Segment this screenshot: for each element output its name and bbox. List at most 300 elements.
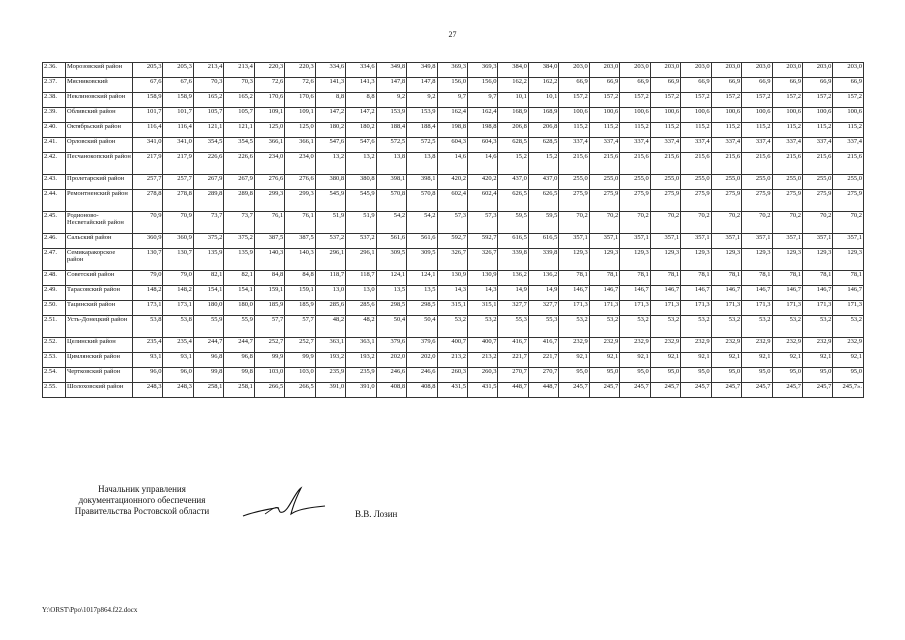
signer-name: В.В. Лозин [355,509,398,519]
value-cell: 173,1 [133,301,163,316]
value-cell: 70,2 [589,212,619,234]
signer-title-line3: Правительства Ростовской области [74,506,210,516]
value-cell: 10,1 [528,93,558,108]
value-cell: 309,5 [376,249,406,271]
value-cell: 121,1 [224,123,254,138]
value-cell: 73,7 [193,212,223,234]
value-cell: 129,3 [681,249,711,271]
value-cell: 270,7 [528,368,558,383]
value-cell: 604,3 [467,138,497,153]
value-cell: 13,5 [407,286,437,301]
value-cell: 100,6 [833,108,864,123]
value-cell: 99,9 [254,353,284,368]
value-cell: 232,9 [742,338,772,353]
value-cell: 66,9 [620,78,650,93]
value-cell: 387,5 [285,234,315,249]
value-cell: 99,8 [224,368,254,383]
value-cell: 337,4 [711,138,741,153]
district-name: Шолоховский район [66,383,133,398]
value-cell: 136,2 [528,271,558,286]
table-row [43,123,864,138]
value-cell: 70,9 [133,212,163,234]
value-cell: 173,1 [163,301,193,316]
value-cell: 215,6 [772,153,802,175]
value-cell: 193,2 [346,353,376,368]
value-cell: 258,1 [193,383,223,398]
value-cell: 95,0 [589,368,619,383]
district-name: Пролетарский район [66,175,133,190]
value-cell: 73,7 [224,212,254,234]
table-row [43,78,864,93]
value-cell: 339,8 [528,249,558,271]
value-cell: 55,9 [193,316,223,338]
district-name: Орловский район [66,138,133,153]
value-cell: 267,9 [193,175,223,190]
value-cell: 95,0 [772,368,802,383]
value-cell: 66,9 [711,78,741,93]
value-cell: 147,2 [346,108,376,123]
value-cell: 232,9 [833,338,864,353]
value-cell: 14,3 [467,286,497,301]
table-row [43,108,864,123]
value-cell: 100,6 [650,108,680,123]
value-cell: 165,2 [193,93,223,108]
value-cell: 70,2 [772,212,802,234]
value-cell: 153,9 [376,108,406,123]
value-cell: 255,0 [802,175,832,190]
value-cell: 545,9 [346,190,376,212]
value-cell: 141,3 [315,78,345,93]
table-row [43,353,864,368]
value-cell: 53,2 [681,316,711,338]
value-cell: 14,9 [528,286,558,301]
value-cell: 70,3 [224,78,254,93]
handwritten-signature [235,484,330,524]
value-cell: 159,1 [285,286,315,301]
value-cell: 275,9 [833,190,864,212]
value-cell: 400,7 [437,338,467,353]
value-cell: 326,7 [437,249,467,271]
value-cell: 185,9 [285,301,315,316]
value-cell: 157,2 [681,93,711,108]
value-cell: 220,3 [254,63,284,78]
value-cell: 448,7 [528,383,558,398]
value-cell: 54,2 [407,212,437,234]
value-cell: 255,0 [559,175,589,190]
value-cell: 162,4 [437,108,467,123]
district-name: Тарасовский район [66,286,133,301]
value-cell: 245,7 [620,383,650,398]
value-cell: 129,3 [559,249,589,271]
value-cell: 337,4 [620,138,650,153]
row-number: 2.38. [43,93,66,108]
value-cell: 53,2 [650,316,680,338]
value-cell: 92,1 [772,353,802,368]
value-cell: 59,5 [498,212,528,234]
value-cell: 13,8 [376,153,406,175]
value-cell: 157,2 [833,93,864,108]
signer-title-line2: документационного обеспечения [78,495,206,505]
value-cell: 125,0 [285,123,315,138]
value-cell: 54,2 [376,212,406,234]
value-cell: 121,1 [193,123,223,138]
value-cell: 15,2 [498,153,528,175]
value-cell: 357,1 [772,234,802,249]
value-cell: 275,9 [559,190,589,212]
value-cell: 53,2 [833,316,864,338]
value-cell: 125,0 [254,123,284,138]
row-number: 2.50. [43,301,66,316]
value-cell: 146,7 [559,286,589,301]
value-cell: 13,0 [346,286,376,301]
value-cell: 157,2 [772,93,802,108]
value-cell: 70,2 [802,212,832,234]
value-cell: 96,0 [163,368,193,383]
value-cell: 257,7 [133,175,163,190]
value-cell: 232,9 [589,338,619,353]
value-cell: 561,6 [407,234,437,249]
value-cell: 53,2 [802,316,832,338]
value-cell: 298,5 [376,301,406,316]
value-cell: 10,1 [498,93,528,108]
value-cell: 369,3 [467,63,497,78]
value-cell: 130,7 [163,249,193,271]
value-cell: 299,3 [254,190,284,212]
value-cell: 130,9 [467,271,497,286]
row-number: 2.42. [43,153,66,175]
value-cell: 296,1 [315,249,345,271]
row-number: 2.55. [43,383,66,398]
district-name: Чертковский район [66,368,133,383]
value-cell: 171,3 [802,301,832,316]
value-cell: 244,7 [193,338,223,353]
district-name: Родионово-Несветайский район [66,212,133,234]
value-cell: 369,3 [437,63,467,78]
value-cell: 245,7 [681,383,711,398]
value-cell: 232,9 [711,338,741,353]
value-cell: 57,3 [437,212,467,234]
value-cell: 53,2 [742,316,772,338]
file-path: Y:\ORST\Ppo\1017p864.f22.docx [42,606,138,614]
value-cell: 226,6 [224,153,254,175]
value-cell: 232,9 [650,338,680,353]
value-cell: 289,8 [193,190,223,212]
row-number: 2.48. [43,271,66,286]
value-cell: 8,8 [346,93,376,108]
district-name: Усть-Донецкий район [66,316,133,338]
value-cell: 215,6 [589,153,619,175]
value-cell: 146,7 [802,286,832,301]
value-cell: 337,4 [833,138,864,153]
value-cell: 66,9 [559,78,589,93]
value-cell: 431,5 [467,383,497,398]
value-cell: 95,0 [620,368,650,383]
value-cell: 298,5 [407,301,437,316]
value-cell: 363,1 [315,338,345,353]
value-cell: 9,2 [407,93,437,108]
value-cell: 205,3 [133,63,163,78]
value-cell: 245,7 [711,383,741,398]
value-cell: 92,1 [681,353,711,368]
value-cell: 76,1 [254,212,284,234]
value-cell: 245,7 [802,383,832,398]
value-cell: 357,1 [589,234,619,249]
value-cell: 232,9 [681,338,711,353]
value-cell: 93,1 [133,353,163,368]
value-cell: 570,8 [407,190,437,212]
value-cell: 162,2 [528,78,558,93]
value-cell: 66,9 [802,78,832,93]
value-cell: 213,4 [193,63,223,78]
value-cell: 55,3 [528,316,558,338]
value-cell: 78,1 [802,271,832,286]
row-number: 2.45. [43,212,66,234]
value-cell: 379,6 [407,338,437,353]
value-cell: 360,9 [133,234,163,249]
value-cell: 67,6 [163,78,193,93]
value-cell: 267,9 [224,175,254,190]
row-number: 2.40. [43,123,66,138]
district-name: Целинский район [66,338,133,353]
table-body [43,63,864,398]
value-cell: 203,0 [650,63,680,78]
value-cell: 171,3 [650,301,680,316]
value-cell: 203,0 [559,63,589,78]
value-cell: 203,0 [802,63,832,78]
value-cell: 103,0 [285,368,315,383]
value-cell: 217,9 [133,153,163,175]
value-cell: 357,1 [711,234,741,249]
value-cell: 105,7 [193,108,223,123]
value-cell: 14,6 [437,153,467,175]
table-row [43,153,864,175]
value-cell: 232,9 [620,338,650,353]
value-cell: 203,0 [711,63,741,78]
value-cell: 275,9 [650,190,680,212]
value-cell: 78,1 [711,271,741,286]
value-cell: 13,5 [376,286,406,301]
value-cell: 70,9 [163,212,193,234]
value-cell: 198,8 [437,123,467,138]
value-cell: 357,1 [833,234,864,249]
value-cell: 616,5 [498,234,528,249]
value-cell: 357,1 [620,234,650,249]
value-cell: 171,3 [589,301,619,316]
value-cell: 171,3 [772,301,802,316]
value-cell: 92,1 [833,353,864,368]
value-cell: 245,7 [589,383,619,398]
value-cell: 602,4 [437,190,467,212]
value-cell: 66,9 [589,78,619,93]
value-cell: 129,3 [589,249,619,271]
district-name: Октябрьский район [66,123,133,138]
value-cell: 79,0 [163,271,193,286]
value-cell: 48,2 [315,316,345,338]
value-cell: 82,1 [224,271,254,286]
value-cell: 53,2 [711,316,741,338]
value-cell: 379,6 [376,338,406,353]
value-cell: 334,6 [315,63,345,78]
value-cell: 130,7 [133,249,163,271]
value-cell: 78,1 [742,271,772,286]
value-cell: 431,5 [437,383,467,398]
value-cell: 616,5 [528,234,558,249]
value-cell: 547,6 [346,138,376,153]
value-cell: 171,3 [620,301,650,316]
value-cell: 217,9 [163,153,193,175]
value-cell: 202,0 [407,353,437,368]
value-cell: 572,5 [376,138,406,153]
value-cell: 357,1 [802,234,832,249]
value-cell: 193,2 [315,353,345,368]
value-cell: 115,2 [802,123,832,138]
value-cell: 157,2 [742,93,772,108]
value-cell: 245,7 [742,383,772,398]
value-cell: 153,9 [407,108,437,123]
value-cell: 235,4 [163,338,193,353]
value-cell: 266,5 [285,383,315,398]
value-cell: 221,7 [498,353,528,368]
value-cell: 100,6 [802,108,832,123]
value-cell: 66,9 [833,78,864,93]
signer-title-line1: Начальник управления [98,484,186,494]
value-cell: 148,2 [133,286,163,301]
value-cell: 276,6 [285,175,315,190]
value-cell: 13,2 [315,153,345,175]
value-cell: 66,9 [650,78,680,93]
value-cell: 55,9 [224,316,254,338]
value-cell: 154,1 [224,286,254,301]
value-cell: 165,2 [224,93,254,108]
value-cell: 171,3 [711,301,741,316]
value-cell: 213,2 [437,353,467,368]
value-cell: 171,3 [833,301,864,316]
value-cell: 53,2 [559,316,589,338]
value-cell: 215,6 [802,153,832,175]
value-cell: 275,9 [711,190,741,212]
table-row [43,212,864,234]
value-cell: 78,1 [650,271,680,286]
value-cell: 246,6 [376,368,406,383]
value-cell: 408,8 [407,383,437,398]
value-cell: 95,0 [681,368,711,383]
value-cell: 357,1 [650,234,680,249]
table-row [43,138,864,153]
value-cell: 157,2 [589,93,619,108]
value-cell: 100,6 [772,108,802,123]
value-cell: 226,6 [193,153,223,175]
table-row [43,93,864,108]
value-cell: 50,4 [407,316,437,338]
value-cell: 100,6 [559,108,589,123]
value-cell: 53,8 [163,316,193,338]
value-cell: 146,7 [742,286,772,301]
value-cell: 366,1 [285,138,315,153]
value-cell: 255,0 [681,175,711,190]
district-name: Неклиновский район [66,93,133,108]
value-cell: 146,7 [650,286,680,301]
value-cell: 252,7 [285,338,315,353]
table-row [43,301,864,316]
value-cell: 363,1 [346,338,376,353]
value-cell: 180,0 [193,301,223,316]
value-cell: 129,3 [742,249,772,271]
value-cell: 416,7 [498,338,528,353]
value-cell: 341,0 [163,138,193,153]
value-cell: 354,5 [224,138,254,153]
value-cell: 375,2 [193,234,223,249]
value-cell: 235,9 [315,368,345,383]
table-row [43,383,864,398]
value-cell: 592,7 [437,234,467,249]
value-cell: 232,9 [772,338,802,353]
value-cell: 158,9 [133,93,163,108]
value-cell: 140,3 [254,249,284,271]
value-cell: 357,1 [559,234,589,249]
value-cell: 289,8 [224,190,254,212]
value-cell: 78,1 [833,271,864,286]
value-cell: 79,0 [133,271,163,286]
value-cell: 99,9 [285,353,315,368]
value-cell: 420,2 [437,175,467,190]
value-cell: 258,1 [224,383,254,398]
value-cell: 285,6 [315,301,345,316]
value-cell: 118,7 [315,271,345,286]
row-number: 2.54. [43,368,66,383]
value-cell: 67,6 [133,78,163,93]
value-cell: 203,0 [589,63,619,78]
value-cell: 92,1 [620,353,650,368]
value-cell: 92,1 [802,353,832,368]
value-cell: 159,1 [254,286,284,301]
value-cell: 545,9 [315,190,345,212]
table-row [43,63,864,78]
value-cell: 100,6 [589,108,619,123]
value-cell: 156,0 [467,78,497,93]
value-cell: 115,2 [681,123,711,138]
row-number: 2.36. [43,63,66,78]
value-cell: 9,7 [467,93,497,108]
row-number: 2.44. [43,190,66,212]
value-cell: 130,9 [437,271,467,286]
value-cell: 70,2 [742,212,772,234]
district-name: Морозовский район [66,63,133,78]
value-cell: 337,4 [681,138,711,153]
row-number: 2.43. [43,175,66,190]
value-cell: 129,3 [833,249,864,271]
value-cell: 70,2 [559,212,589,234]
table-row [43,338,864,353]
value-cell: 53,2 [772,316,802,338]
value-cell: 234,0 [285,153,315,175]
value-cell: 92,1 [742,353,772,368]
table-row [43,271,864,286]
value-cell: 252,7 [254,338,284,353]
district-name: Песчанокопский район [66,153,133,175]
value-cell: 248,3 [133,383,163,398]
value-cell: 337,4 [802,138,832,153]
value-cell: 220,3 [285,63,315,78]
value-cell: 9,2 [376,93,406,108]
value-cell: 215,6 [833,153,864,175]
row-number: 2.52. [43,338,66,353]
value-cell: 341,0 [133,138,163,153]
value-cell: 115,2 [772,123,802,138]
value-cell: 235,4 [133,338,163,353]
value-cell: 572,5 [407,138,437,153]
value-cell: 309,5 [407,249,437,271]
value-cell: 78,1 [589,271,619,286]
